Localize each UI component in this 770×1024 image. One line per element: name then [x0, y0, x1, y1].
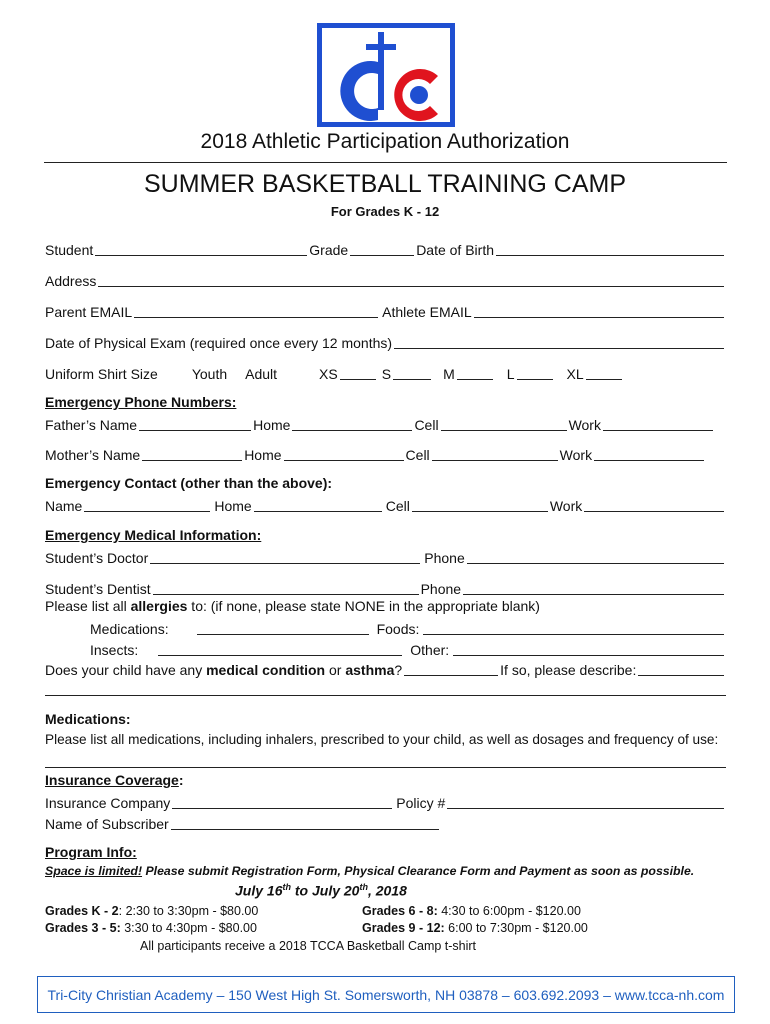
doctor-row: [45, 546, 726, 566]
dentist-phone-field[interactable]: [463, 580, 724, 595]
contact-name-label: Name: [45, 498, 83, 514]
camp-title: SUMMER BASKETBALL TRAINING CAMP: [143, 170, 627, 198]
heading-divider: [44, 162, 727, 163]
size-l-label: L: [506, 366, 515, 382]
mother-home-label: Home: [244, 447, 282, 463]
grades-subtitle: For Grades K - 12: [330, 204, 440, 219]
youth-option[interactable]: Youth: [191, 366, 228, 382]
parent-email-field[interactable]: [134, 303, 378, 318]
grade-label: Grade: [309, 242, 349, 258]
emergency-contact-heading: Emergency Contact (other than the above):: [45, 475, 333, 491]
foods-label: Foods:: [376, 621, 420, 637]
physical-field[interactable]: [394, 334, 724, 349]
allergies-instruction: Please list all allergies to: (if none, please state NONE in the appropriate blank): [45, 598, 540, 614]
dob-field[interactable]: [496, 241, 724, 256]
student-field[interactable]: [95, 241, 307, 256]
insects-other-row: [90, 638, 726, 658]
emergency-phone-heading: Emergency Phone Numbers:: [45, 394, 237, 410]
medications-foods-row: [90, 617, 726, 637]
athlete-email-label: Athlete EMAIL: [382, 304, 472, 320]
dentist-label: Student’s Dentist: [45, 581, 151, 597]
size-xl-label: XL: [566, 366, 584, 382]
parent-email-label: Parent EMAIL: [45, 304, 133, 320]
foods-allergy-field[interactable]: [423, 620, 724, 635]
other-label: Other:: [410, 642, 450, 658]
uniform-label: Uniform Shirt Size: [45, 366, 158, 382]
doctor-label: Student’s Doctor: [45, 550, 149, 566]
father-cell-label: Cell: [414, 417, 439, 433]
grade-field[interactable]: [350, 241, 414, 256]
grades-3-5-schedule: Grades 3 - 5: 3:30 to 4:30pm - $80.00: [45, 921, 257, 935]
physical-row: [45, 331, 726, 351]
size-s-field[interactable]: [393, 365, 431, 380]
medical-heading: Emergency Medical Information:: [45, 527, 262, 543]
contact-work-label: Work: [549, 498, 583, 514]
address-field[interactable]: [98, 272, 724, 287]
doctor-field[interactable]: [150, 549, 420, 564]
size-s-label: S: [381, 366, 392, 382]
mother-name-field[interactable]: [142, 446, 242, 461]
condition-description-line[interactable]: [45, 694, 726, 696]
insects-label: Insects:: [90, 642, 139, 658]
condition-field[interactable]: [404, 661, 498, 676]
adult-option[interactable]: Adult: [245, 366, 278, 382]
size-m-field[interactable]: [457, 365, 493, 380]
medications-prompt: Please list all medications, including inhalers, prescribed to your child, as well as dosages and frequency of use:: [45, 732, 719, 747]
mother-cell-label: Cell: [405, 447, 430, 463]
dentist-row: [45, 577, 726, 597]
student-label: Student: [45, 242, 94, 258]
student-row: [45, 238, 726, 258]
policy-label: Policy #: [396, 795, 446, 811]
medications-label: Medications:: [90, 621, 169, 637]
address-row: [45, 269, 726, 289]
emergency-contact-row: [45, 494, 726, 514]
doctor-phone-field[interactable]: [467, 549, 724, 564]
athlete-email-field[interactable]: [474, 303, 724, 318]
grades-k2-schedule: Grades K - 2: 2:30 to 3:30pm - $80.00: [45, 904, 259, 918]
dob-label: Date of Birth: [416, 242, 495, 258]
tshirt-note: All participants receive a 2018 TCCA Basketball Camp t-shirt: [140, 939, 477, 953]
condition-question: Does your child have any medical condition or asthma?: [45, 662, 403, 678]
insurance-row: [45, 791, 726, 811]
size-xl-field[interactable]: [586, 365, 622, 380]
contact-cell-field[interactable]: [412, 497, 548, 512]
medications-heading: Medications:: [45, 711, 131, 727]
condition-row: [45, 658, 726, 678]
size-xs-field[interactable]: [340, 365, 376, 380]
mother-row: [45, 443, 726, 463]
contact-home-field[interactable]: [254, 497, 382, 512]
insurance-company-label: Insurance Company: [45, 795, 171, 811]
father-cell-field[interactable]: [441, 416, 567, 431]
father-label: Father’s Name: [45, 417, 138, 433]
contact-home-label: Home: [214, 498, 252, 514]
contact-name-field[interactable]: [84, 497, 210, 512]
policy-field[interactable]: [447, 794, 724, 809]
medications-line[interactable]: [45, 766, 726, 768]
father-name-field[interactable]: [139, 416, 251, 431]
school-footer: [37, 976, 735, 1013]
subscriber-label: Name of Subscriber: [45, 816, 169, 832]
size-xs-label: XS: [319, 366, 338, 382]
father-home-label: Home: [253, 417, 291, 433]
physical-label: Date of Physical Exam (required once every 12 months): [45, 335, 393, 351]
uniform-row: [45, 362, 726, 382]
insects-allergy-field[interactable]: [158, 641, 402, 656]
program-heading: Program Info:: [45, 844, 137, 860]
program-notice: Space is limited! Please submit Registration Form, Physical Clearance Form and Payment as soon as possible.: [45, 864, 695, 878]
doctor-phone-label: Phone: [424, 550, 465, 566]
contact-work-field[interactable]: [584, 497, 724, 512]
camp-dates: July 16th to July 20th, 2018: [235, 882, 407, 899]
mother-label: Mother’s Name: [45, 447, 141, 463]
medications-allergy-field[interactable]: [197, 620, 369, 635]
contact-cell-label: Cell: [385, 498, 410, 514]
mother-work-field[interactable]: [594, 446, 704, 461]
insurance-company-field[interactable]: [172, 794, 392, 809]
father-row: [45, 413, 726, 433]
email-row: [45, 300, 726, 320]
father-work-field[interactable]: [603, 416, 713, 431]
tcca-cross-logo-icon: [316, 22, 456, 128]
footer-text: Tri-City Christian Academy – 150 West High St. Somersworth, NH 03878 – 603.692.2093 – www.tcca-nh.com: [47, 986, 725, 1003]
grades-9-12-schedule: Grades 9 - 12: 6:00 to 7:30pm - $120.00: [362, 921, 588, 935]
mother-work-label: Work: [559, 447, 593, 463]
form-heading: 2018 Athletic Participation Authorization: [200, 130, 570, 153]
father-home-field[interactable]: [292, 416, 412, 431]
dentist-phone-label: Phone: [420, 581, 462, 597]
address-label: Address: [45, 273, 97, 289]
if-so-label: If so, please describe:: [500, 662, 637, 678]
insurance-heading: Insurance Coverage:: [45, 772, 184, 788]
mother-cell-field[interactable]: [432, 446, 558, 461]
condition-description-field[interactable]: [638, 661, 724, 676]
grades-6-8-schedule: Grades 6 - 8: 4:30 to 6:00pm - $120.00: [362, 904, 581, 918]
other-allergy-field[interactable]: [453, 641, 724, 656]
subscriber-field[interactable]: [171, 815, 439, 830]
mother-home-field[interactable]: [284, 446, 404, 461]
tcca-logo: [316, 22, 456, 128]
size-l-field[interactable]: [517, 365, 553, 380]
dentist-field[interactable]: [153, 580, 419, 595]
subscriber-row: [45, 812, 441, 832]
size-m-label: M: [443, 366, 455, 382]
father-work-label: Work: [568, 417, 601, 433]
